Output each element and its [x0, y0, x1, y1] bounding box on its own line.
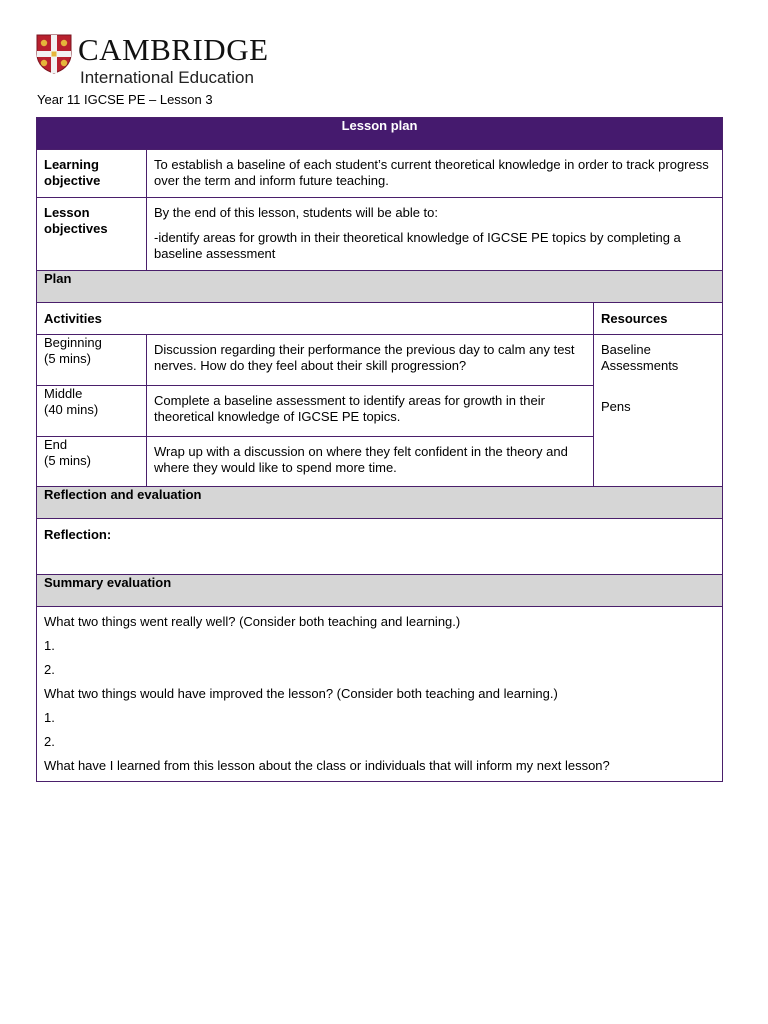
cambridge-logo	[36, 34, 276, 86]
summary-line: 2.	[44, 734, 55, 749]
reflection-row	[37, 519, 723, 575]
stage-description: Complete a baseline assessment to identify areas for growth in their theoretical knowledge of IGCSE PE topics.	[147, 386, 594, 437]
learning-objective-label: Learning objective	[37, 150, 147, 198]
cambridge-crest-icon	[36, 34, 72, 74]
lesson-objectives-item: -identify areas for growth in their theoretical knowledge of IGCSE PE topics by completing a baseline assessment	[154, 230, 681, 261]
table-title-row	[37, 118, 723, 150]
lesson-objectives-label: Lesson objectives	[37, 198, 147, 271]
summary-heading-row	[37, 575, 723, 607]
stage-duration: (5 mins)	[44, 453, 91, 468]
document-subtitle: Year 11 IGCSE PE – Lesson 3	[37, 92, 213, 107]
resource-item: Baseline Assessments	[601, 342, 679, 373]
table-title: Lesson plan	[37, 118, 723, 150]
summary-line: What two things would have improved the lesson? (Consider both teaching and learning.)	[44, 686, 558, 701]
reflection-heading-row	[37, 487, 723, 519]
summary-heading: Summary evaluation	[37, 575, 723, 607]
stage-name: Beginning	[44, 335, 102, 350]
stage-row-beginning	[37, 335, 723, 386]
stage-name-cell	[37, 437, 147, 487]
plan-heading: Plan	[37, 271, 723, 303]
stage-name-cell	[37, 335, 147, 386]
summary-line: 1.	[44, 710, 55, 725]
stage-name: End	[44, 437, 68, 452]
summary-row	[37, 607, 723, 782]
stage-duration: (40 mins)	[44, 402, 99, 417]
lesson-objectives-row	[37, 198, 723, 271]
resources-heading: Resources	[594, 303, 723, 335]
stage-description: Wrap up with a discussion on where they felt confident in the theory and where they would like to spend more time.	[147, 437, 594, 487]
stage-duration: (5 mins)	[44, 351, 91, 366]
activities-heading: Activities	[37, 303, 594, 335]
summary-line: 1.	[44, 638, 55, 653]
lesson-objectives-intro: By the end of this lesson, students will be able to:	[154, 205, 439, 220]
plan-heading-row	[37, 271, 723, 303]
summary-cell	[37, 607, 723, 782]
summary-line: 2.	[44, 662, 55, 677]
lesson-plan-table	[36, 117, 723, 782]
brand-name: CAMBRIDGE	[78, 32, 269, 67]
reflection-heading: Reflection and evaluation	[37, 487, 723, 519]
brand-subname: International Education	[80, 68, 254, 87]
stage-name: Middle	[44, 386, 83, 401]
learning-objective-row	[37, 150, 723, 198]
resources-cell	[594, 335, 723, 487]
lesson-objectives-cell	[147, 198, 723, 271]
stage-name-cell	[37, 386, 147, 437]
summary-line: What two things went really well? (Consider both teaching and learning.)	[44, 614, 461, 629]
activities-header-row	[37, 303, 723, 335]
resource-item: Pens	[601, 399, 631, 414]
reflection-label: Reflection:	[37, 519, 723, 575]
learning-objective-text: To establish a baseline of each student’s current theoretical knowledge in order to track progress over the term and inform future teaching.	[147, 150, 723, 198]
stage-description: Discussion regarding their performance the previous day to calm any test nerves. How do they feel about their skill progression?	[147, 335, 594, 386]
summary-line: What have I learned from this lesson about the class or individuals that will inform my next lesson?	[44, 758, 610, 773]
